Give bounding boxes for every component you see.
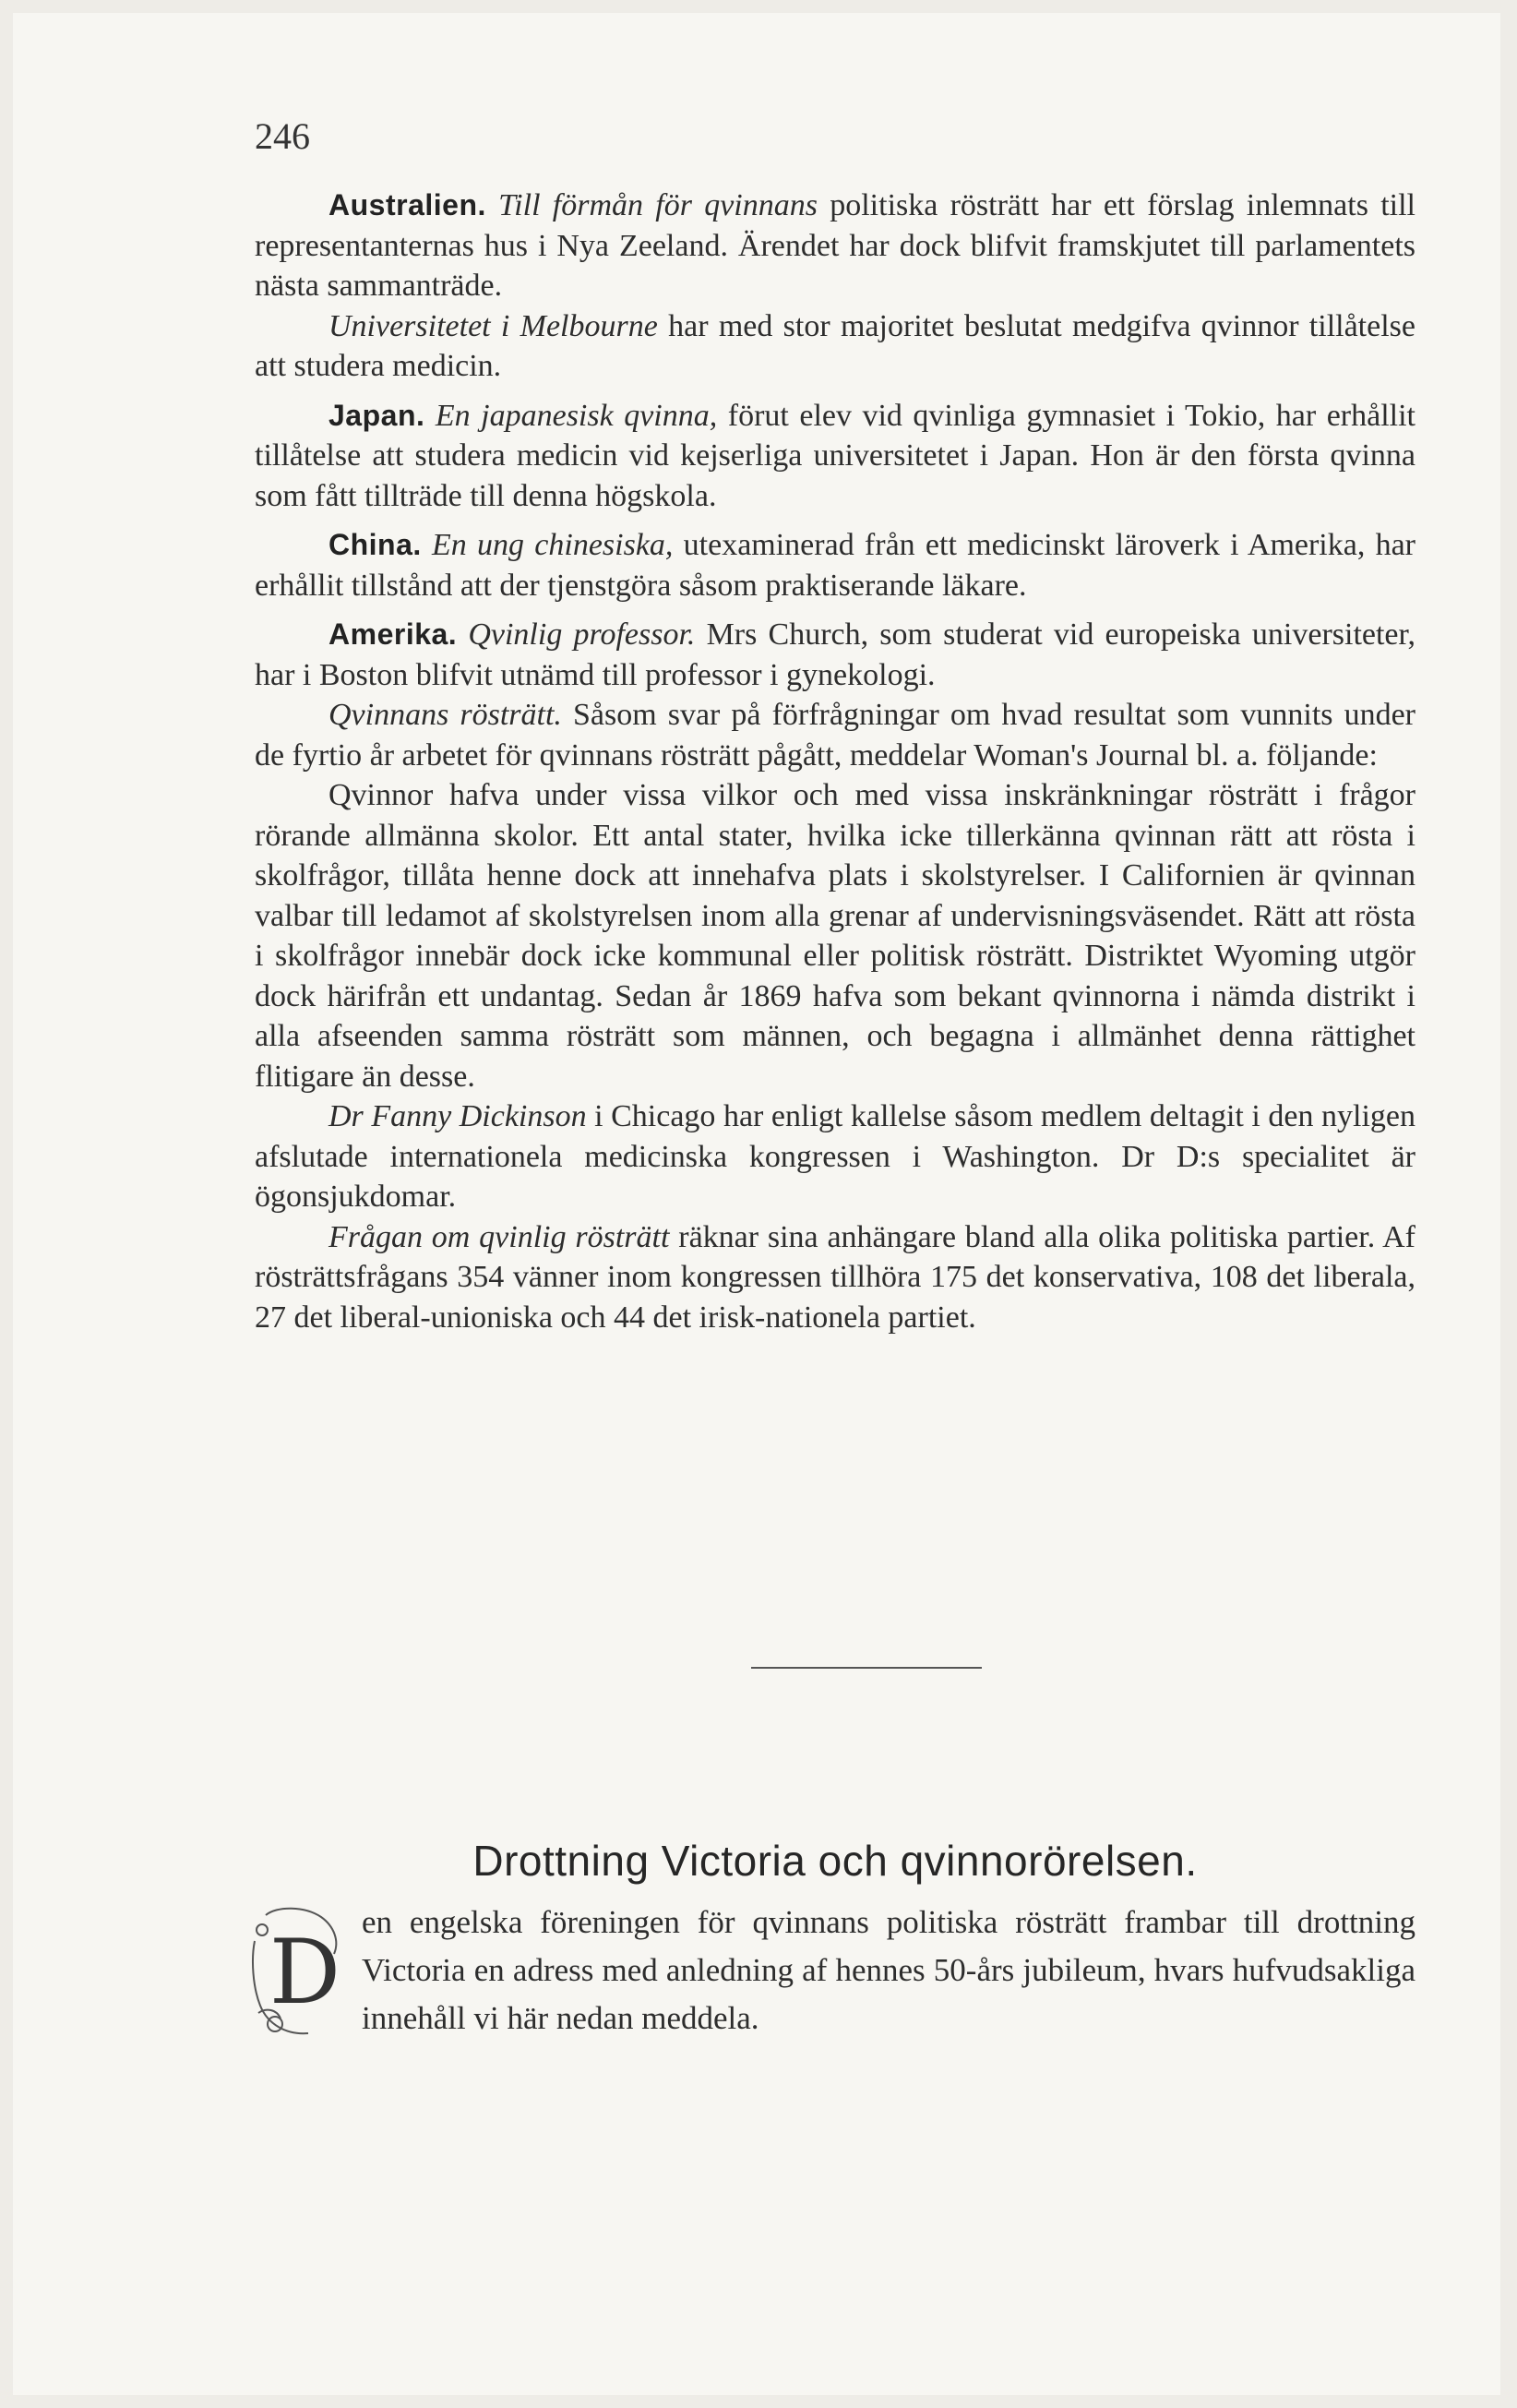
paragraph-text: Qvinnor hafva under vissa vilkor och med vissa inskränkningar rösträtt i frågor rörande allmänna skolor. Ett antal stater, hvilka icke tillerkänna qvinnan rätt att rösta i skolfrågor, tillåta henne dock att innehafva plats i skolstyrelser. I Californien är qvinnan valbar till ledamot af skolstyrelsen inom alla grenar af undervisningsväsendet. Rätt att rösta i skolfrågor innebär dock icke kommunal eller politisk rösträtt. Distriktet Wyoming utgör dock härifrån ett undantag. Sedan år 1869 hafva som bekant qvinnorna i nämda distrikt i alla afseenden samma rösträtt som männen, och begagna i allmänhet denna rättighet flitigare än desse.: [255, 778, 1415, 1094]
article-paragraph: [255, 1899, 1415, 2043]
paragraph-china: [255, 525, 1415, 605]
emphasis: Frågan om qvinlig rösträtt: [328, 1219, 670, 1254]
section-heading-china: China.: [328, 528, 422, 561]
paragraph-australien-2: [255, 306, 1415, 387]
paragraph-text: en engelska föreningen för qvinnans politiska rösträtt frambar till drottning Victoria en adress med anledning af hennes 50-års jubileum, hvars hufvudsakliga innehåll vi här nedan meddela.: [362, 1904, 1415, 2036]
document-page: [13, 13, 1500, 2395]
paragraph-amerika-2: [255, 695, 1415, 775]
article-body: [255, 1899, 1415, 2043]
paragraph-australien-1: [255, 186, 1415, 306]
emphasis: Universitetet i Melbourne: [328, 308, 658, 343]
emphasis: Dr Fanny Dickinson: [328, 1099, 587, 1133]
section-heading-japan: Japan.: [328, 398, 425, 432]
page-number: 246: [255, 115, 310, 157]
paragraph-amerika-4: [255, 1096, 1415, 1217]
paragraph-text: Mrs Church, som studerat vid europeiska universiteter, har i Boston blifvit utnämd till professor i gynekologi.: [255, 617, 1415, 692]
section-heading-amerika: Amerika.: [328, 617, 458, 651]
article-title: Drottning Victoria och qvinnorörelsen.: [472, 1837, 1198, 1885]
paragraph-text: räknar sina anhängare bland alla olika politiska partier. Af rösträttsfrågans 354 vänner inom kongressen tillhöra 175 det konservativa, 108 det liberala, 27 det liberal-unioniska och 44 det irisk-nationela partiet.: [255, 1219, 1415, 1335]
section-divider: [751, 1667, 982, 1669]
emphasis: En japanesisk qvinna,: [435, 398, 718, 433]
emphasis: Qvinlig professor.: [468, 617, 696, 652]
paragraph-amerika-3: [255, 775, 1415, 1096]
section-heading-australien: Australien.: [328, 188, 486, 222]
emphasis: Till förmån för qvinnans: [498, 188, 818, 222]
paragraph-text: utexaminerad från ett medicinskt läroverk i Amerika, har erhållit tillstånd att der tjenstgöra såsom praktiserande läkare.: [255, 528, 1416, 603]
emphasis: Qvinnans rösträtt.: [328, 698, 562, 732]
dropcap-letter: D: [269, 1921, 340, 2024]
paragraph-text: Såsom svar på förfrågningar om hvad resultat som vunnits under de fyrtio år arbetet för qvinnans rösträtt pågått, meddelar Woman's Journal bl. a. följande:: [255, 698, 1415, 773]
paragraph-text: förut elev vid qvinliga gymnasiet i Tokio, har erhållit tillåtelse att studera medicin vid kejserliga universitetet i Japan. Hon är den första qvinna som fått tillträde till denna högskola.: [255, 398, 1416, 513]
paragraph-amerika-5: [255, 1217, 1415, 1338]
paragraph-text: politiska rösträtt har ett förslag inlemnats till representanternas hus i Nya Zeeland. Ärendet har dock blifvit framskjutet till parlamentets nästa sammanträde.: [255, 188, 1415, 303]
paragraph-japan: [255, 396, 1415, 517]
emphasis: En ung chinesiska,: [432, 528, 674, 562]
paragraph-text: har med stor majoritet beslutat medgifva qvinnor tillåtelse att studera medicin.: [255, 308, 1415, 383]
paragraph-text: i Chicago har enligt kallelse såsom medlem deltagit i den nyligen afslutade internationela medicinska kongressen i Washington. Dr D:s specialitet är ögonsjukdomar.: [255, 1099, 1415, 1214]
notes-column: [255, 114, 1415, 1337]
paragraph-amerika-1: [255, 615, 1415, 695]
dropcap-ornament: [249, 1904, 352, 2043]
